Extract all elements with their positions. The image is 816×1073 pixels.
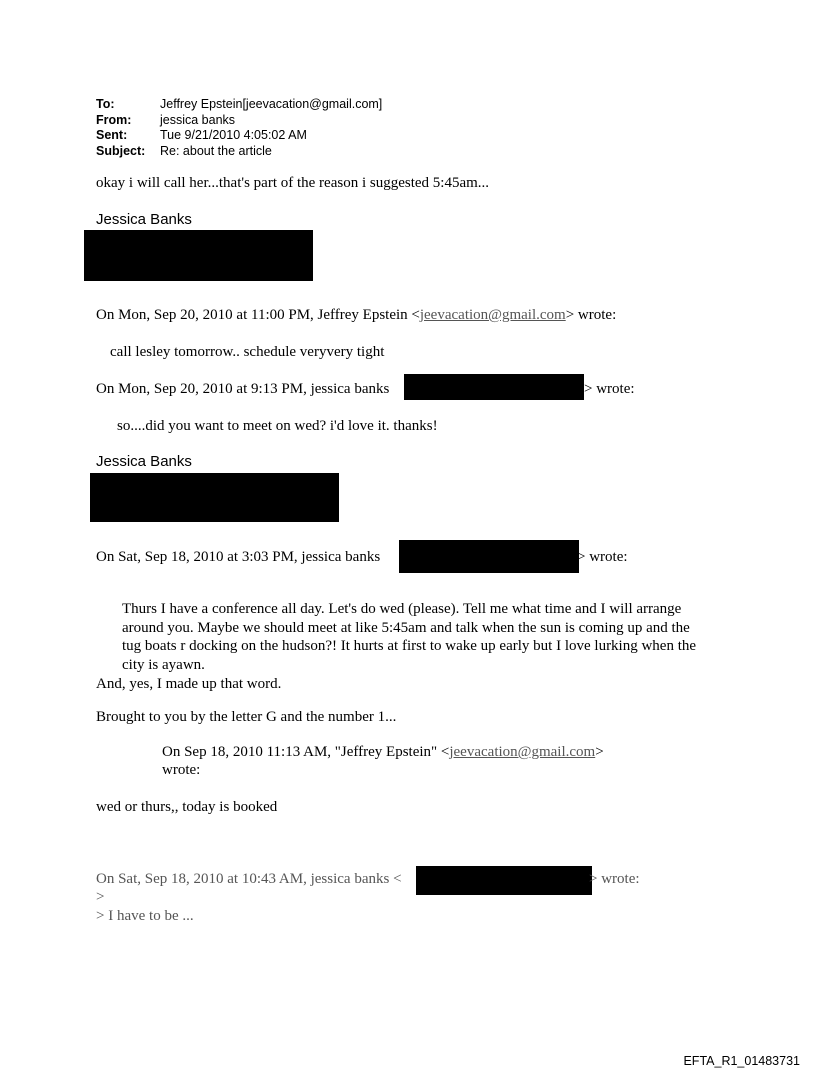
signature-name: Jessica Banks <box>96 453 192 470</box>
quote-body-2: so....did you want to meet on wed? i'd love it. thanks! <box>117 418 438 434</box>
quote-header-5-suffix: > wrote: <box>589 871 640 887</box>
letter-line: Brought to you by the letter G and the number 1... <box>96 709 397 725</box>
quote-header-1 <box>96 306 616 324</box>
quote-tail-3: And, yes, I made up that word. <box>96 676 282 692</box>
redaction-box <box>90 473 339 522</box>
redaction-box <box>404 374 584 400</box>
email-header <box>96 97 382 159</box>
quote-body-5: > I have to be ... <box>96 908 194 924</box>
redaction-box <box>84 230 313 281</box>
quote-header-5 <box>96 870 402 888</box>
quote-body-1: call lesley tomorrow.. schedule veryvery tight <box>110 344 385 360</box>
quote-header-2-prefix: On Mon, Sep 20, 2010 at 9:13 PM, jessica banks <box>96 381 390 397</box>
quote-header-2 <box>96 380 389 398</box>
email-link[interactable]: jeevacation@gmail.com <box>419 307 566 323</box>
subject-value: Re: about the article <box>160 143 272 158</box>
quote-header-4 <box>162 743 604 761</box>
from-value: jessica banks <box>160 112 236 127</box>
redaction-box <box>399 540 579 573</box>
quote-marker: > <box>96 889 105 905</box>
quote-header-2-suffix: > wrote: <box>584 381 635 397</box>
quote-header-3-prefix: On Sat, Sep 18, 2010 at 3:03 PM, jessica banks <box>96 549 381 565</box>
redaction-box <box>416 866 592 895</box>
quote-header-4-suffix: > <box>595 744 604 760</box>
signature-name: Jessica Banks <box>96 211 192 228</box>
quote-body-3: Thurs I have a conference all day. Let's do wed (please). Tell me what time and I will arrange around you. Maybe we should meet at like 5:45am and talk when the sun is coming up and the tug boats r docking on the hudson?! It hurts at first to wake up early but I love lurking when the city is ayawn. <box>122 601 697 673</box>
to-label: To: <box>96 97 115 111</box>
quote-header-1-suffix: > wrote: <box>565 307 617 323</box>
quote-header-4-wrote: wrote: <box>162 762 201 778</box>
subject-label: Subject: <box>96 143 146 158</box>
to-value: Jeffrey Epstein[jeevacation@gmail.com] <box>160 97 383 111</box>
subject-row <box>96 144 382 160</box>
reply-line: okay i will call her...that's part of the reason i suggested 5:45am... <box>96 175 490 191</box>
quote-header-5-prefix: On Sat, Sep 18, 2010 at 10:43 AM, jessica banks < <box>96 871 402 887</box>
sent-value: Tue 9/21/2010 4:05:02 AM <box>160 128 307 142</box>
quote-header-3-suffix: > wrote: <box>577 549 628 565</box>
quote-body-4: wed or thurs,, today is booked <box>96 799 278 815</box>
from-row <box>96 113 382 129</box>
sent-label: Sent: <box>96 128 128 142</box>
quote-header-4-prefix: On Sep 18, 2010 11:13 AM, "Jeffrey Epstein" < <box>162 744 450 760</box>
from-label: From: <box>96 112 132 127</box>
sent-row <box>96 128 382 144</box>
document-id: EFTA_R1_01483731 <box>683 1054 800 1068</box>
quote-header-1-prefix: On Mon, Sep 20, 2010 at 11:00 PM, Jeffrey Epstein < <box>96 307 420 323</box>
to-row <box>96 97 382 113</box>
quote-header-3 <box>96 548 380 566</box>
email-link[interactable]: jeevacation@gmail.com <box>449 744 596 760</box>
